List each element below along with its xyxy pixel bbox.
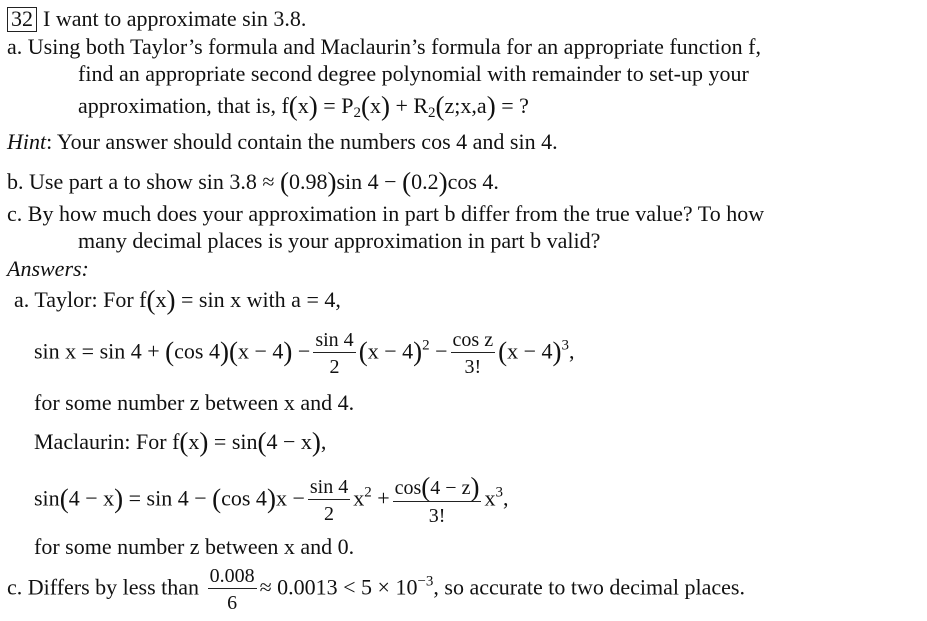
answer-c-line <box>7 566 745 613</box>
problem-stem: I want to approximate sin 3.8. <box>43 6 307 31</box>
problem-stem-line <box>7 7 306 32</box>
maclaurin-frac-sin4-over-2: $\frac{\sin 4}{2}$ <box>309 476 349 526</box>
part-c-line-2: many decimal places is your approximation in part b valid? <box>78 228 601 253</box>
hint-label: Hint <box>7 129 47 154</box>
taylor-intro: a. Taylor: For f(x) = sin x with a = 4, <box>14 285 341 315</box>
answers-label: Answers: <box>7 256 89 281</box>
problem-number-box: 32 <box>7 7 37 32</box>
maclaurin-formula: sin(4 − x) = sin 4 − (cos 4)x − $\frac{\sin 4}{2}$ $x^2$ + $\frac{\cos(4 - z)}{3!}$ $x^3$, <box>34 472 509 528</box>
maclaurin-condition: for some number z between x and 0. <box>34 534 355 559</box>
hint-text: : Your answer should contain the numbers cos 4 and sin 4. <box>46 129 558 154</box>
answer-c-middle: ≈ 0.0013 < 5 × 10 <box>259 574 418 600</box>
part-b-line: b. Use part a to show sin 3.8 ≈ (0.98)sin 4 − (0.2)cos 4. <box>7 167 499 197</box>
maclaurin-intro: Maclaurin: For f(x) = sin(4 − x), <box>34 427 327 457</box>
answer-c-fraction: $\frac{0.008}{6}$ <box>209 565 255 614</box>
part-c-line-1: c. By how much does your approximation in part b differ from the true value? To how <box>7 201 765 226</box>
taylor-frac-cosz-over-3fact: $\frac{\text{cos z}}{3!}$ <box>452 329 494 378</box>
taylor-frac-sin4-over-2: $\frac{\sin 4}{2}$ <box>315 329 354 378</box>
hint-line <box>7 131 558 153</box>
part-a-line-3: approximation, that is, $f(x) = P_2(x)$ + $R_2(z;x,a)$ = ? <box>78 91 529 121</box>
taylor-condition: for some number z between x and 4. <box>34 390 355 415</box>
part-a-line-1: a. Using both Taylor’s formula and Maclaurin’s formula for an appropriate function f, <box>7 34 761 59</box>
answer-c-exponent: −3 <box>417 573 434 590</box>
answer-c-suffix: , so accurate to two decimal places. <box>433 574 745 600</box>
maclaurin-frac-cos-over-3fact: $\frac{\cos(4 - z)}{3!}$ <box>394 472 480 528</box>
part-a-line-2: find an appropriate second degree polynomial with remainder to set-up your <box>78 61 749 86</box>
taylor-formula: sin x = sin 4 + (cos 4)(x − 4) − $\frac{\sin 4}{2}$ $(x - 4)^2$ − $\frac{\text{cos z}}{3!}$ $(x - 4)^3$, <box>34 329 575 378</box>
answer-c-prefix: c. Differs by less than <box>7 574 200 600</box>
